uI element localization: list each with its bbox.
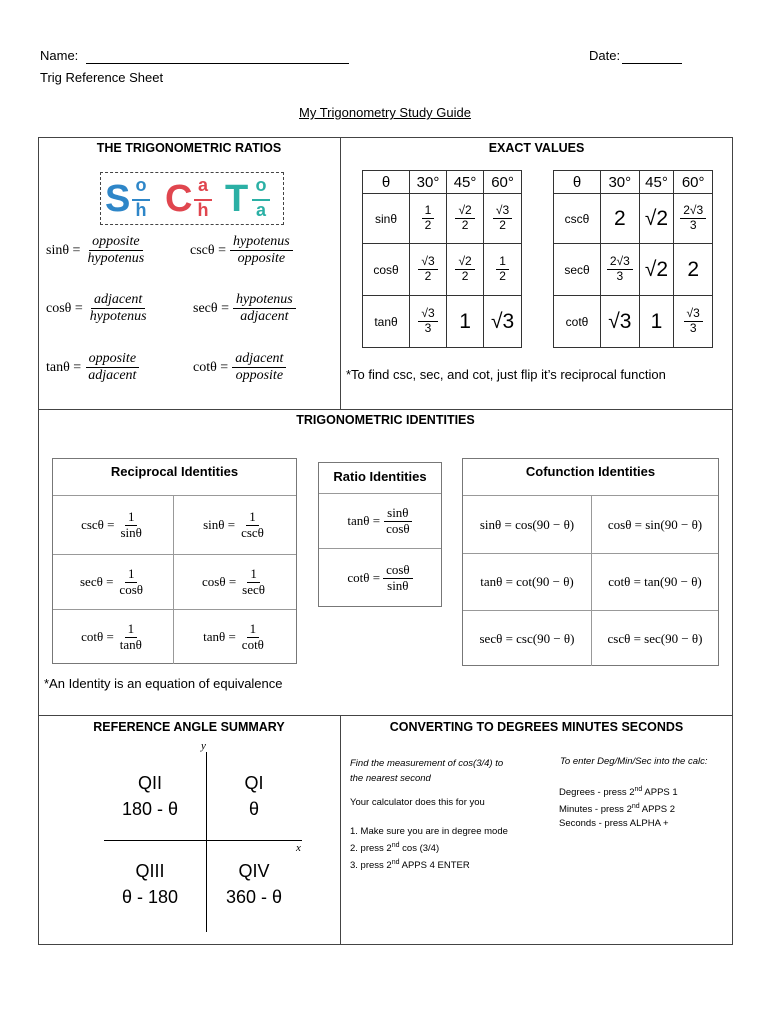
ratio-num: adjacent xyxy=(91,292,145,309)
value-cell: √3 xyxy=(601,296,640,348)
ratio-den: opposite xyxy=(237,251,286,267)
divider-top-vertical xyxy=(340,137,341,409)
mnemonic-s: S xyxy=(105,178,131,220)
value-fraction xyxy=(496,255,509,284)
num: √3 xyxy=(493,204,512,219)
cofunction-identities-box xyxy=(462,458,719,666)
value-cell: 1 xyxy=(639,296,674,348)
identity-note: *An Identity is an equation of equivalence xyxy=(44,676,283,691)
den: 3 xyxy=(424,321,432,335)
num: 1 xyxy=(496,255,509,270)
identity-cell: tanθ = cot(90 − θ) xyxy=(463,554,592,611)
num: 1 xyxy=(247,622,260,638)
lhs: cotθ = xyxy=(81,629,114,644)
value-fraction xyxy=(684,307,703,336)
page-title xyxy=(0,105,770,120)
ratio-num: opposite xyxy=(86,351,139,368)
identity-cell xyxy=(319,494,441,549)
value-fraction xyxy=(455,255,474,284)
den: cotθ xyxy=(241,636,264,652)
ratio-csc xyxy=(190,234,293,267)
theta-header: θ xyxy=(363,171,410,194)
ratio-num: opposite xyxy=(89,234,142,251)
min-a: Minutes - press 2 xyxy=(559,804,632,816)
dms-steps xyxy=(350,825,508,873)
mnemonic-s-bottom: h xyxy=(135,200,147,220)
date-label: Date: xyxy=(589,48,621,63)
ratio-grid xyxy=(319,493,441,607)
sheet-subtitle: Trig Reference Sheet xyxy=(40,70,164,85)
mnemonic-c-bottom: h xyxy=(197,200,209,220)
value-cell: 2 xyxy=(674,244,713,296)
reciprocal-heading: Reciprocal Identities xyxy=(110,464,239,479)
den: 2 xyxy=(461,218,469,232)
num: √2 xyxy=(455,255,474,270)
value-cell: √2 xyxy=(639,194,674,244)
lhs: cscθ = xyxy=(81,517,115,532)
row-label: cscθ xyxy=(554,194,601,244)
ratio-heading: Ratio Identities xyxy=(333,469,427,484)
ratio-num: adjacent xyxy=(232,351,286,368)
dms-enter-intro: To enter Deg/Min/Sec into the calc: xyxy=(560,756,708,767)
identity-cell xyxy=(174,610,296,664)
min-b: APPS 2 xyxy=(639,804,676,816)
identity-cell xyxy=(53,555,174,610)
ratio-den: opposite xyxy=(235,368,284,384)
value-fraction xyxy=(418,307,437,336)
value-fraction xyxy=(680,204,706,233)
value-cell: √3 xyxy=(484,296,522,348)
reciprocal-grid xyxy=(53,495,296,664)
divider-identities xyxy=(38,409,733,410)
prompt-line: the nearest second xyxy=(350,773,431,784)
exact-values-title: EXACT VALUES xyxy=(488,141,585,155)
page-title-text: My Trigonometry Study Guide xyxy=(299,105,471,120)
deg-b: APPS 1 xyxy=(642,787,678,799)
step-3-sup: nd xyxy=(391,859,400,867)
angle-header: 45° xyxy=(447,171,484,194)
num: 1 xyxy=(247,567,260,583)
ratio-den: adjacent xyxy=(88,368,137,384)
mnemonic-t-top: o xyxy=(255,175,267,195)
angle-header: 60° xyxy=(484,171,522,194)
den: 2 xyxy=(424,269,432,283)
name-line[interactable] xyxy=(86,63,349,64)
theta-header: θ xyxy=(554,171,601,194)
identity-cell xyxy=(53,610,174,664)
num: 2√3 xyxy=(607,255,633,270)
ratio-lhs: secθ = xyxy=(193,300,229,316)
row-label: cosθ xyxy=(363,244,410,296)
ratio-lhs: cosθ = xyxy=(46,300,83,316)
lhs: cosθ = xyxy=(202,574,237,589)
den: sinθ xyxy=(120,524,142,540)
ratio-num: hypotenus xyxy=(233,292,296,309)
step-2-a: 2. press 2 xyxy=(350,843,392,855)
den: 3 xyxy=(689,321,697,335)
den: cosθ xyxy=(119,581,143,597)
num: 1 xyxy=(246,510,259,526)
num: 1 xyxy=(125,567,138,583)
deg-step xyxy=(559,783,678,800)
sohcahtoa-mnemonic xyxy=(100,172,284,225)
quadrant-name: QI xyxy=(244,773,264,793)
ratio-num: hypotenus xyxy=(230,234,293,251)
deg-sup: nd xyxy=(634,786,643,793)
ratio-lhs: sinθ = xyxy=(46,242,81,258)
cofunction-grid xyxy=(463,495,718,666)
step-3-a: 3. press 2 xyxy=(350,860,392,872)
ratio-sec xyxy=(193,292,296,325)
den: 3 xyxy=(616,269,624,283)
quadrant-name: QIII xyxy=(135,861,165,881)
num: cosθ xyxy=(383,563,413,579)
quadrant-name: QII xyxy=(137,773,162,793)
den: cosθ xyxy=(386,520,410,536)
quadrant-i xyxy=(214,770,294,822)
num: 1 xyxy=(422,204,435,219)
dms-enter-steps xyxy=(559,783,678,831)
identity-cell xyxy=(319,549,441,607)
reference-angle-title: REFERENCE ANGLE SUMMARY xyxy=(93,720,285,734)
reciprocal-identities-box xyxy=(52,458,297,664)
step-3 xyxy=(350,856,508,873)
ratio-den: adjacent xyxy=(240,309,289,325)
den: tanθ xyxy=(119,636,142,652)
angle-header: 60° xyxy=(674,171,713,194)
ratio-den: hypotenus xyxy=(89,309,147,325)
identity-cell: cscθ = sec(90 − θ) xyxy=(607,630,703,646)
den: sinθ xyxy=(387,577,409,593)
num: √3 xyxy=(418,255,437,270)
min-step xyxy=(559,800,678,817)
row-label: cotθ xyxy=(554,296,601,348)
angle-header: 45° xyxy=(639,171,674,194)
quadrant-iii xyxy=(110,858,190,910)
exact-values-note: *To find csc, sec, and cot, just flip it’s reciprocal function xyxy=(346,367,666,382)
den: cscθ xyxy=(241,524,264,540)
num: √2 xyxy=(455,204,474,219)
den: 3 xyxy=(689,218,697,232)
dms-calc-note: Your calculator does this for you xyxy=(350,797,485,808)
x-axis xyxy=(104,840,302,841)
quadrant-iv xyxy=(214,858,294,910)
mnemonic-c-top: a xyxy=(197,175,208,195)
step-1: 1. Make sure you are in degree mode xyxy=(350,826,508,837)
ratio-cot xyxy=(193,351,286,384)
value-fraction xyxy=(493,204,512,233)
exact-values-table-right xyxy=(553,170,713,348)
ratio-identities-box xyxy=(318,462,442,607)
row-label: secθ xyxy=(554,244,601,296)
identity-cell xyxy=(53,496,174,555)
angle-header: 30° xyxy=(410,171,447,194)
ratio-den: hypotenus xyxy=(87,251,145,267)
cofunction-heading: Cofunction Identities xyxy=(525,464,656,479)
identity-cell: sinθ = cos(90 − θ) xyxy=(463,496,592,554)
mnemonic-s-top: o xyxy=(135,175,147,195)
sec-step: Seconds - press ALPHA + xyxy=(559,818,669,830)
quadrant-name: QIV xyxy=(238,861,270,881)
prompt-line: Find the measurement of cos(3/4) to xyxy=(350,758,504,769)
step-2-sup: nd xyxy=(391,842,400,849)
ratio-sin xyxy=(46,234,147,267)
lhs: tanθ = xyxy=(203,629,236,644)
angle-header: 30° xyxy=(601,171,640,194)
quadrant-ii xyxy=(110,770,190,822)
row-label: tanθ xyxy=(363,296,410,348)
dms-title: CONVERTING TO DEGREES MINUTES SECONDS xyxy=(389,720,684,734)
quadrant-rule: θ - 180 xyxy=(121,887,179,907)
quadrant-rule: 180 - θ xyxy=(121,799,179,819)
lhs: secθ = xyxy=(80,574,114,589)
den: 2 xyxy=(499,269,506,283)
lhs: tanθ = xyxy=(347,513,381,528)
deg-a: Degrees - press 2 xyxy=(559,787,635,799)
value-fraction xyxy=(418,255,437,284)
num: sinθ xyxy=(384,506,411,522)
value-cell: 2 xyxy=(601,194,640,244)
identity-cell: cotθ = tan(90 − θ) xyxy=(592,554,718,611)
value-fraction xyxy=(422,204,435,233)
num: 2√3 xyxy=(680,204,706,219)
identities-title: TRIGONOMETRIC IDENTITIES xyxy=(296,413,475,427)
value-fraction xyxy=(607,255,633,284)
num: 1 xyxy=(125,622,138,638)
identity-cell: secθ = csc(90 − θ) xyxy=(463,611,592,666)
num: √3 xyxy=(418,307,437,322)
value-cell: √2 xyxy=(639,244,674,296)
row-label: sinθ xyxy=(363,194,410,244)
divider-bottom-vertical xyxy=(340,715,341,945)
step-2-b: cos (3/4) xyxy=(399,843,440,855)
identity-cell xyxy=(174,496,296,555)
den: 2 xyxy=(424,218,432,232)
y-axis-label: y xyxy=(201,740,206,752)
x-axis-label: x xyxy=(296,842,301,854)
step-3-b: APPS 4 ENTER xyxy=(399,860,470,872)
den: secθ xyxy=(242,581,265,597)
quadrant-rule: 360 - θ xyxy=(225,887,283,907)
ratio-lhs: cscθ = xyxy=(190,242,226,258)
ratio-tan xyxy=(46,351,139,384)
lhs: sinθ = xyxy=(203,517,236,532)
ratio-lhs: cotθ = xyxy=(193,359,229,375)
ratio-cos xyxy=(46,292,150,325)
dms-prompt xyxy=(350,756,503,786)
y-axis xyxy=(206,752,207,932)
identity-cell: cosθ = sin(90 − θ) xyxy=(592,496,718,554)
ratio-lhs: tanθ = xyxy=(46,359,82,375)
quadrant-rule: θ xyxy=(248,799,259,819)
num: √3 xyxy=(684,307,703,322)
divider-bottom xyxy=(38,715,733,716)
ratios-title: THE TRIGONOMETRIC RATIOS xyxy=(96,141,282,155)
den: 2 xyxy=(461,269,469,283)
lhs: cotθ = xyxy=(347,570,381,585)
num: 1 xyxy=(125,510,138,526)
mnemonic-c: C xyxy=(165,178,193,220)
date-line[interactable] xyxy=(622,63,682,64)
value-fraction xyxy=(455,204,474,233)
identity-cell xyxy=(174,555,296,610)
den: 2 xyxy=(499,218,506,232)
mnemonic-t-bottom: a xyxy=(255,200,266,220)
exact-values-table-left xyxy=(362,170,522,348)
mnemonic-t: T xyxy=(225,178,249,220)
min-sup: nd xyxy=(631,803,640,811)
name-label: Name: xyxy=(40,48,79,63)
value-cell: 1 xyxy=(447,296,484,348)
step-2 xyxy=(350,839,508,856)
